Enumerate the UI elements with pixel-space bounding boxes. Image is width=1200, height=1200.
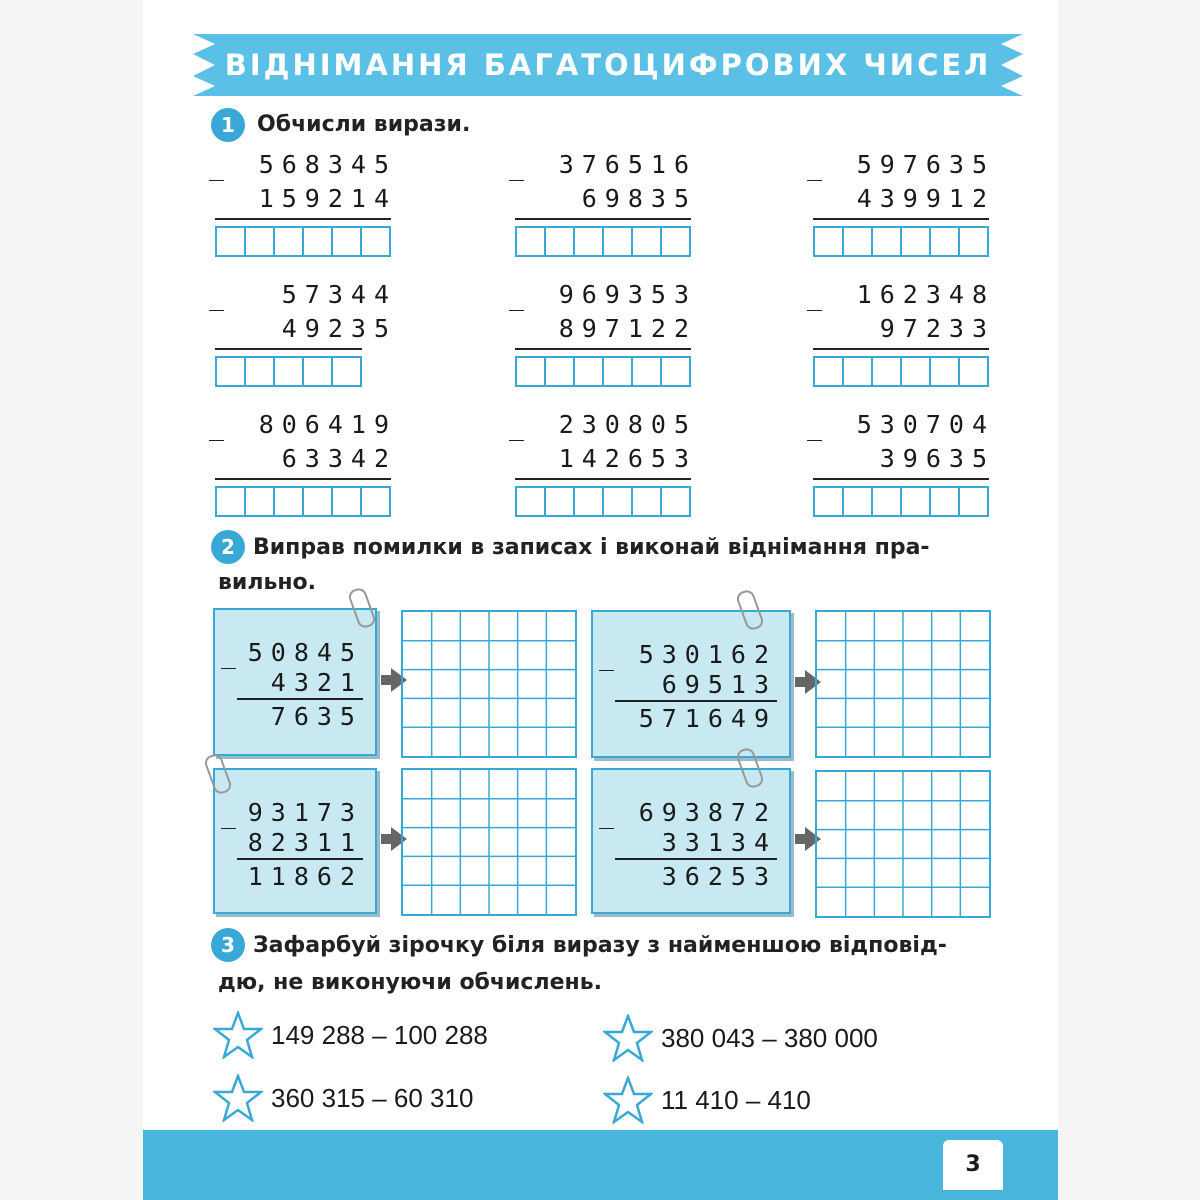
answer-boxes[interactable] <box>215 486 391 517</box>
result-line <box>215 478 391 480</box>
answer-box[interactable] <box>902 358 931 385</box>
answer-box[interactable] <box>217 358 246 385</box>
subtrahend: 142653 <box>558 444 697 473</box>
task-2-number: 2 <box>211 530 245 564</box>
card-minuend: 530162 <box>638 640 777 669</box>
subtraction-problem <box>509 280 735 390</box>
card-result: 11862 <box>247 862 363 891</box>
answer-box[interactable] <box>275 488 304 515</box>
answer-box[interactable] <box>662 228 689 255</box>
card-minuend: 693872 <box>638 798 777 827</box>
answer-boxes[interactable] <box>813 226 989 257</box>
worksheet-page <box>143 0 1058 1200</box>
answer-boxes[interactable] <box>215 356 362 387</box>
answer-box[interactable] <box>362 228 389 255</box>
answer-box[interactable] <box>815 358 844 385</box>
answer-box[interactable] <box>815 228 844 255</box>
answer-box[interactable] <box>873 488 902 515</box>
expression-text: 360 315 – 60 310 <box>271 1082 474 1113</box>
answer-box[interactable] <box>873 358 902 385</box>
minuend: 162348 <box>856 280 995 309</box>
card-minuend: 50845 <box>247 638 363 667</box>
error-card <box>591 610 791 758</box>
subtraction-problem <box>807 410 1033 520</box>
card-result: 7635 <box>270 702 363 731</box>
page-number: 3 <box>943 1140 1003 1190</box>
answer-boxes[interactable] <box>813 356 989 387</box>
answer-box[interactable] <box>931 358 960 385</box>
task-1-number: 1 <box>211 108 245 142</box>
task-3-text-line1: Зафарбуй зірочку біля виразу з найменшою відповід- <box>253 933 947 958</box>
answer-box[interactable] <box>517 488 546 515</box>
answer-box[interactable] <box>546 358 575 385</box>
subtraction-problem <box>807 150 1033 260</box>
result-line <box>215 218 391 220</box>
task-3-number: 3 <box>211 928 245 962</box>
answer-box[interactable] <box>844 228 873 255</box>
error-card <box>213 768 377 914</box>
subtraction-problem <box>209 410 435 520</box>
answer-box[interactable] <box>546 488 575 515</box>
card-result: 571649 <box>638 704 777 733</box>
answer-box[interactable] <box>960 228 987 255</box>
task-2-text-line2: вильно. <box>218 570 317 595</box>
answer-box[interactable] <box>217 228 246 255</box>
bottom-wave-band <box>143 1130 1058 1200</box>
minus-sign: _ <box>221 640 237 669</box>
answer-box[interactable] <box>517 358 546 385</box>
expression-text: 380 043 – 380 000 <box>661 1022 878 1053</box>
answer-box[interactable] <box>333 228 362 255</box>
error-card <box>591 768 791 914</box>
answer-box[interactable] <box>902 488 931 515</box>
result-line <box>813 348 989 350</box>
minuend: 969353 <box>558 280 697 309</box>
expression-item[interactable] <box>213 1078 473 1118</box>
answer-boxes[interactable] <box>515 226 691 257</box>
subtrahend: 49235 <box>281 314 397 343</box>
card-subtrahend: 4321 <box>270 668 363 697</box>
answer-box[interactable] <box>902 228 931 255</box>
minus-sign: _ <box>599 800 615 829</box>
expression-item[interactable] <box>603 1080 811 1120</box>
answer-box[interactable] <box>844 488 873 515</box>
answer-grid[interactable] <box>401 610 577 758</box>
task-2-text-line1: Виправ помилки в записах і виконай віднімання пра- <box>253 535 930 560</box>
answer-box[interactable] <box>844 358 873 385</box>
answer-box[interactable] <box>575 358 604 385</box>
minus-sign: _ <box>509 412 525 441</box>
answer-box[interactable] <box>633 228 662 255</box>
subtraction-problem <box>509 410 735 520</box>
answer-box[interactable] <box>662 488 689 515</box>
answer-grid[interactable] <box>815 610 991 758</box>
result-line <box>813 218 989 220</box>
card-result: 36253 <box>661 862 777 891</box>
result-line <box>615 858 777 860</box>
answer-box[interactable] <box>517 228 546 255</box>
answer-grid[interactable] <box>401 768 577 916</box>
answer-boxes[interactable] <box>215 226 391 257</box>
minus-sign: _ <box>807 412 823 441</box>
answer-box[interactable] <box>275 358 304 385</box>
answer-boxes[interactable] <box>813 486 989 517</box>
result-line <box>813 478 989 480</box>
result-line <box>515 348 691 350</box>
answer-box[interactable] <box>246 358 275 385</box>
answer-boxes[interactable] <box>515 486 691 517</box>
minus-sign: _ <box>509 282 525 311</box>
subtrahend: 97233 <box>879 314 995 343</box>
answer-box[interactable] <box>662 358 689 385</box>
result-line <box>237 698 363 700</box>
minuend: 806419 <box>258 410 397 439</box>
result-line <box>515 478 691 480</box>
title-ribbon <box>193 34 1023 96</box>
subtraction-problem <box>807 280 1033 390</box>
star-icon[interactable] <box>603 1076 653 1124</box>
answer-box[interactable] <box>275 228 304 255</box>
minus-sign: _ <box>209 152 225 181</box>
answer-box[interactable] <box>633 358 662 385</box>
minuend: 376516 <box>558 150 697 179</box>
expression-item[interactable] <box>213 1015 488 1055</box>
answer-box[interactable] <box>304 228 333 255</box>
star-icon[interactable] <box>603 1014 653 1062</box>
answer-box[interactable] <box>960 488 987 515</box>
error-card <box>213 608 377 756</box>
answer-box[interactable] <box>546 228 575 255</box>
minus-sign: _ <box>807 152 823 181</box>
answer-box[interactable] <box>931 488 960 515</box>
answer-box[interactable] <box>362 488 389 515</box>
answer-box[interactable] <box>873 228 902 255</box>
minus-sign: _ <box>509 152 525 181</box>
expression-item[interactable] <box>603 1018 878 1058</box>
subtrahend: 897122 <box>558 314 697 343</box>
card-minuend: 93173 <box>247 798 363 827</box>
star-icon[interactable] <box>213 1011 263 1059</box>
minuend: 230805 <box>558 410 697 439</box>
answer-box[interactable] <box>815 488 844 515</box>
card-subtrahend: 82311 <box>247 828 363 857</box>
subtraction-problem <box>209 280 435 390</box>
answer-box[interactable] <box>217 488 246 515</box>
minus-sign: _ <box>209 282 225 311</box>
answer-box[interactable] <box>931 228 960 255</box>
result-line <box>615 700 777 702</box>
answer-box[interactable] <box>604 228 633 255</box>
card-subtrahend: 69513 <box>661 670 777 699</box>
answer-box[interactable] <box>633 488 662 515</box>
star-icon[interactable] <box>213 1074 263 1122</box>
task-3-text-line2: дю, не виконуючи обчислень. <box>218 970 602 995</box>
task-1-text: Обчисли вирази. <box>257 112 471 137</box>
result-line <box>515 218 691 220</box>
subtrahend: 63342 <box>281 444 397 473</box>
answer-box[interactable] <box>333 358 360 385</box>
minuend: 597635 <box>856 150 995 179</box>
answer-box[interactable] <box>246 488 275 515</box>
answer-box[interactable] <box>575 228 604 255</box>
answer-box[interactable] <box>960 358 987 385</box>
subtrahend: 39635 <box>879 444 995 473</box>
subtrahend: 159214 <box>258 184 397 213</box>
card-subtrahend: 33134 <box>661 828 777 857</box>
minus-sign: _ <box>807 282 823 311</box>
minus-sign: _ <box>209 412 225 441</box>
subtraction-problem <box>509 150 735 260</box>
answer-box[interactable] <box>304 488 333 515</box>
answer-box[interactable] <box>575 488 604 515</box>
expression-text: 11 410 – 410 <box>661 1084 811 1115</box>
answer-box[interactable] <box>604 358 633 385</box>
expression-text: 149 288 – 100 288 <box>271 1019 488 1050</box>
minuend: 530704 <box>856 410 995 439</box>
answer-box[interactable] <box>333 488 362 515</box>
subtrahend: 69835 <box>581 184 697 213</box>
minuend: 57344 <box>281 280 397 309</box>
answer-box[interactable] <box>604 488 633 515</box>
result-line <box>237 858 363 860</box>
answer-grid[interactable] <box>815 770 991 918</box>
minuend: 568345 <box>258 150 397 179</box>
answer-box[interactable] <box>304 358 333 385</box>
answer-box[interactable] <box>246 228 275 255</box>
subtraction-problem <box>209 150 435 260</box>
subtrahend: 439912 <box>856 184 995 213</box>
answer-boxes[interactable] <box>515 356 691 387</box>
minus-sign: _ <box>599 642 615 671</box>
page-title: ВІДНІМАННЯ БАГАТОЦИФРОВИХ ЧИСЕЛ <box>224 48 992 82</box>
minus-sign: _ <box>221 800 237 829</box>
result-line <box>215 348 362 350</box>
